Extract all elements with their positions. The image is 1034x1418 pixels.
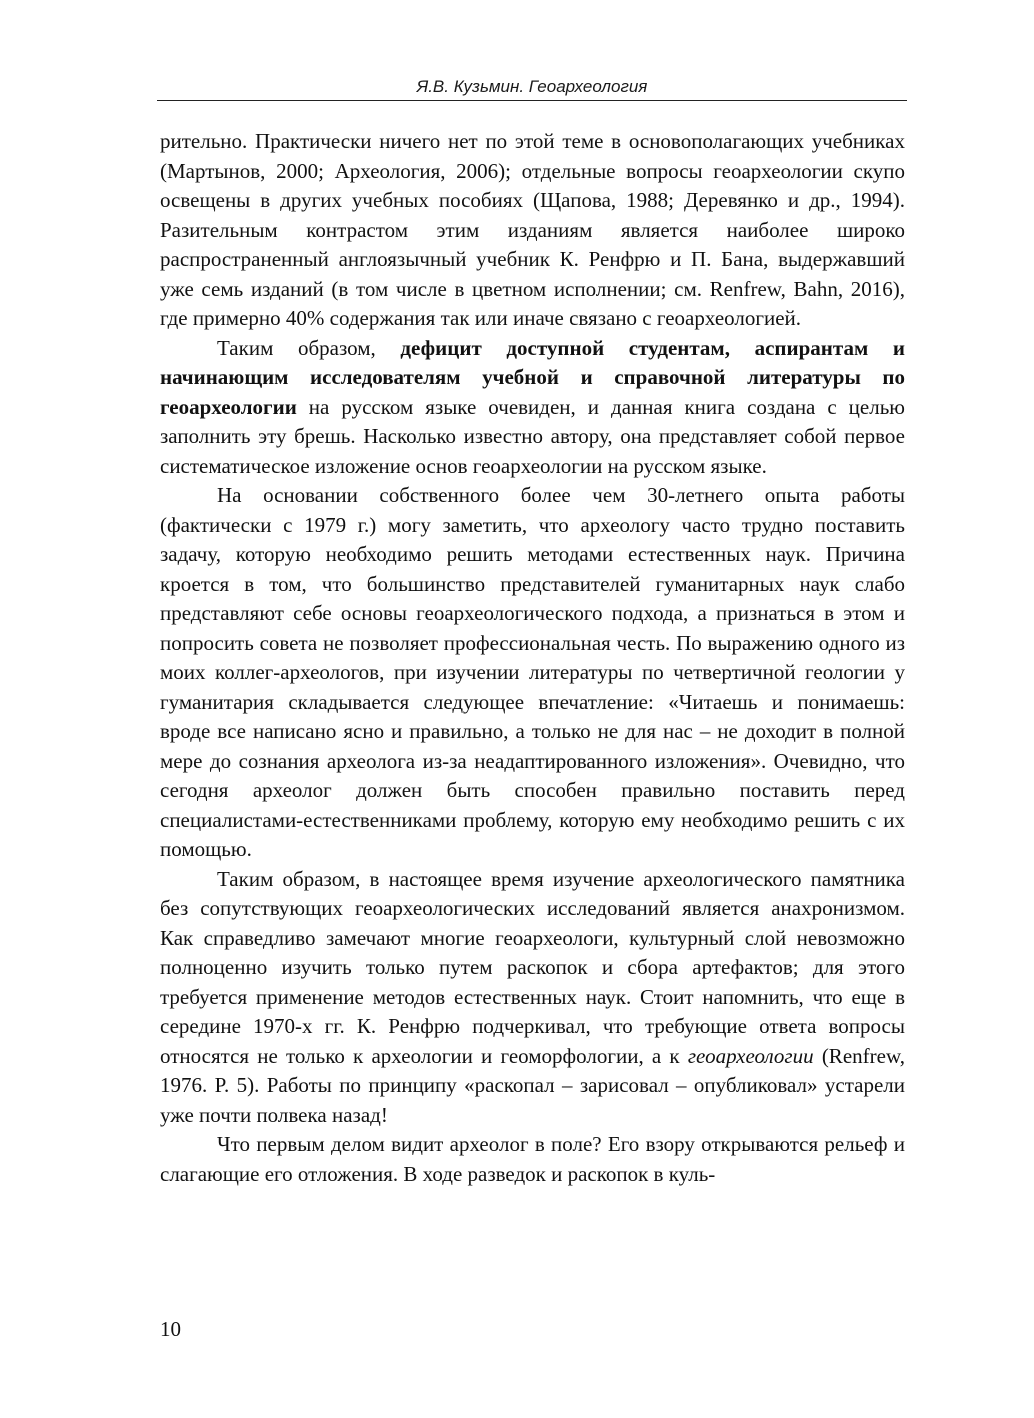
page-number: 10 (160, 1317, 181, 1341)
paragraph-2 (160, 334, 905, 482)
running-header: Я.В. Кузьмин. Геоархеология (416, 77, 648, 96)
paragraph-2-emphasis: дефицит доступной студентам, аспирантам и начинающим исследователям учебной и справочной литературы по геоархеологии (160, 335, 905, 419)
paragraph-4-rest: (Renfrew, 1976. P. 5). Работы по принципу «раскопал – зарисовал – опубликовал» устарели уже почти полвека назад! (160, 1043, 905, 1127)
paragraph-1: рительно. Практически ничего нет по этой теме в основополагающих учебниках (Мартынов, 2000; Археология, 2006); отдельные вопросы геоархеологии скупо освещены в других учебных пособиях (Щапова, 1988; Деревянко и др., 1994). Разительным контрастом этим изданиям является наиболее широко распространенный англоязычный учебник К. Ренфрю и П. Бана, выдержавший уже семь изданий (в том числе в цветном исполнении; см. Renfrew, Bahn, 2016), где примерно 40% содержания так или иначе связано с геоархеологией. (160, 129, 905, 330)
paragraph-4-italic-term: геоархеологии (687, 1043, 814, 1068)
paragraph-2-lead: Таким образом, (217, 335, 401, 360)
paragraph-3: На основании собственного более чем 30-летнего опыта работы (фактически с 1979 г.) могу заметить, что археологу часто трудно поставить задачу, которую необходимо решить методами естественных наук. Причина кроется в том, что большинство представителей гуманитарных наук слабо представляют себе основы геоархеологического подхода, а признаться в этом и попросить совета не позволяет профессиональная честь. По выражению одного из моих коллег-археологов, при изучении литературы по четвертичной геологии у гуманитария складывается следующее впечатление: «Читаешь и понимаешь: вроде все написано ясно и правильно, а только не для нас – не доходит в полной мере до сознания археолога из-за неадаптированного изложения». Очевидно, что сегодня археолог должен быть способен правильно поставить перед специалистами-естественниками проблему, которую ему необходимо решить с их помощью. (160, 483, 905, 861)
paragraph-4-lead: Таким образом, в настоящее время изучение археологического памятника без сопутствующих геоархеологических исследований является анахронизмом. Как справедливо замечают многие геоархеологи, культурный слой невозможно полноценно изучить только путем раскопок и сбора артефактов; для этого требуется применение методов естественных наук. Стоит напомнить, что еще в середине 1970-х гг. К. Ренфрю подчеркивал, что требующие ответа вопросы относятся не только к археологии и геоморфологии, а к (160, 866, 905, 1068)
paragraph-5: Что первым делом видит археолог в поле? Его взору открываются рельеф и слагающие его отложения. В ходе разведок и раскопок в куль- (160, 1132, 905, 1186)
paragraph-2-rest: на русском языке очевиден, и данная книга создана с целью заполнить эту брешь. Насколько известно автору, она представляет собой первое систематическое изложение основ геоархеологии на русском языке. (160, 394, 905, 478)
header-divider (157, 100, 907, 101)
paragraph-4 (160, 865, 905, 1131)
body-text (160, 127, 905, 1189)
